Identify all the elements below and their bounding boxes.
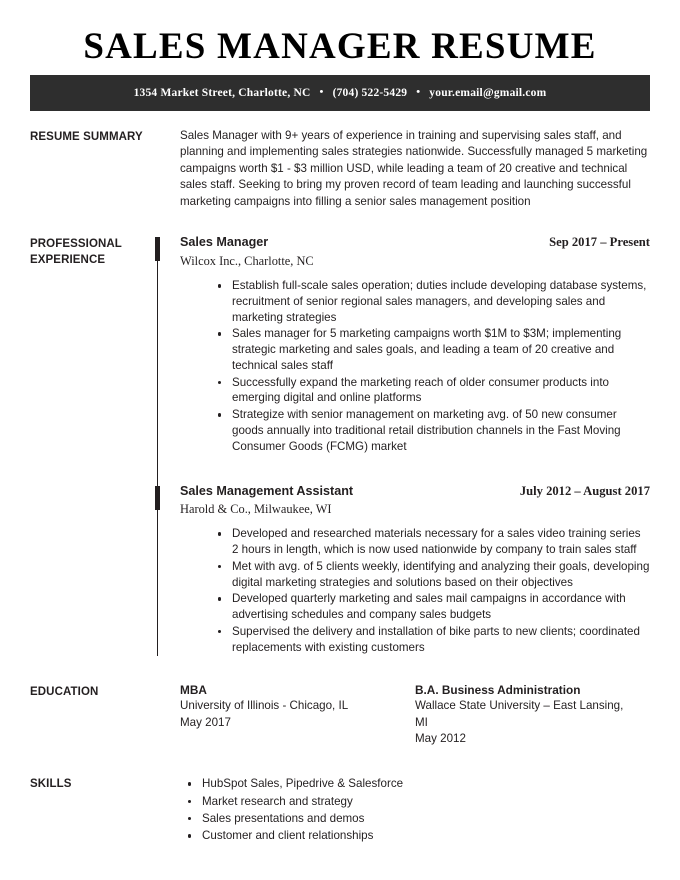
experience-timeline	[150, 235, 650, 655]
job-bullet: Met with avg. of 5 clients weekly, identifying and analyzing their goals, developing digital marketing strategies and solutions based on their objectives	[218, 559, 650, 591]
skills-body	[150, 775, 650, 845]
section-label-experience-line1: PROFESSIONAL	[30, 238, 122, 251]
contact-phone: (704) 522-5429	[332, 87, 408, 99]
contact-separator-1: •	[319, 85, 324, 98]
section-label-summary: RESUME SUMMARY	[30, 131, 143, 143]
education-entry	[415, 683, 650, 749]
experience-entry	[180, 235, 650, 454]
education-entry	[180, 683, 415, 749]
job-dates: July 2012 – August 2017	[519, 483, 650, 498]
education-grid	[150, 683, 650, 749]
skill-item: Market research and strategy	[188, 793, 650, 810]
education-degree: MBA	[180, 682, 207, 697]
job-bullet: Sales manager for 5 marketing campaigns worth $1M to $3M; implementing strategic marketing and sales goals, and leading a team of 20 creative and technical sales staff	[218, 326, 650, 373]
summary-body	[150, 128, 650, 210]
timeline-line	[157, 239, 158, 655]
section-label-skills: SKILLS	[30, 778, 72, 791]
contact-email: your.email@gmail.com	[429, 87, 547, 99]
page-title: SALES MANAGER RESUME	[83, 26, 597, 67]
section-professional-experience	[30, 235, 650, 656]
section-label-experience-line2: EXPERIENCE	[30, 253, 106, 266]
experience-entry	[180, 484, 650, 656]
summary-text: Sales Manager with 9+ years of experience in training and supervising sales staff, and planning and implementing sales strategies nationwide. Successfully managed 5 marketing campaigns worth $1 - $3 million USD, while leading a team of 20 creative and technical sales staff. Seeking to bring my proven record of team leading and launching successful marketing campaigns into filling a senior sales management position	[180, 129, 648, 208]
job-bullet-list	[180, 526, 650, 655]
experience-body	[150, 235, 650, 656]
skill-item: Sales presentations and demos	[188, 810, 650, 827]
job-company: Wilcox Inc., Charlotte, NC	[180, 254, 314, 268]
education-degree: B.A. Business Administration	[415, 682, 581, 697]
skill-item: Customer and client relationships	[188, 827, 650, 844]
timeline-marker-icon	[155, 486, 160, 510]
education-school: University of Illinois - Chicago, IL	[180, 698, 349, 712]
job-bullet: Successfully expand the marketing reach of older consumer products into emerging digital and online platforms	[218, 375, 650, 407]
job-bullet-list	[180, 278, 650, 454]
section-label-education: EDUCATION	[30, 685, 99, 698]
section-education	[30, 683, 650, 749]
contact-bar	[30, 75, 650, 111]
contact-address: 1354 Market Street, Charlotte, NC	[133, 87, 311, 99]
job-title: Sales Manager	[180, 235, 269, 250]
section-skills	[30, 775, 650, 845]
job-title: Sales Management Assistant	[180, 483, 354, 498]
experience-entry-header	[180, 235, 650, 251]
job-bullet: Supervised the delivery and installation of bike parts to new clients; coordinated replacements with existing customers	[218, 624, 650, 656]
contact-separator-2: •	[416, 85, 421, 98]
job-bullet: Strategize with senior management on marketing avg. of 50 new consumer goods annually into traditional retail distribution channels in the Fast Moving Consumer Goods (FCMG) market	[218, 407, 650, 454]
timeline-marker-icon	[155, 237, 160, 261]
job-bullet: Developed quarterly marketing and sales mail campaigns in accordance with advertising schedules and company sales budgets	[218, 591, 650, 623]
job-dates: Sep 2017 – Present	[549, 235, 650, 250]
education-date: May 2012	[415, 732, 466, 746]
education-date: May 2017	[180, 715, 231, 729]
education-body	[150, 683, 650, 749]
job-bullet: Establish full-scale sales operation; duties include developing database systems, recruitment of senior regional sales managers, and developing sales and marketing strategies	[218, 278, 650, 325]
job-company: Harold & Co., Milwaukee, WI	[180, 502, 332, 517]
section-label-experience	[30, 235, 150, 268]
skill-item: HubSpot Sales, Pipedrive & Salesforce	[188, 775, 650, 792]
job-bullet: Developed and researched materials necessary for a sales video training series 2 hours in length, which is now used nationwide by company to train sales staff	[218, 526, 650, 558]
skill-list	[150, 775, 650, 845]
section-resume-summary	[30, 128, 650, 210]
experience-entry-header	[180, 484, 650, 500]
education-school: Wallace State University – East Lansing, MI	[415, 698, 624, 729]
